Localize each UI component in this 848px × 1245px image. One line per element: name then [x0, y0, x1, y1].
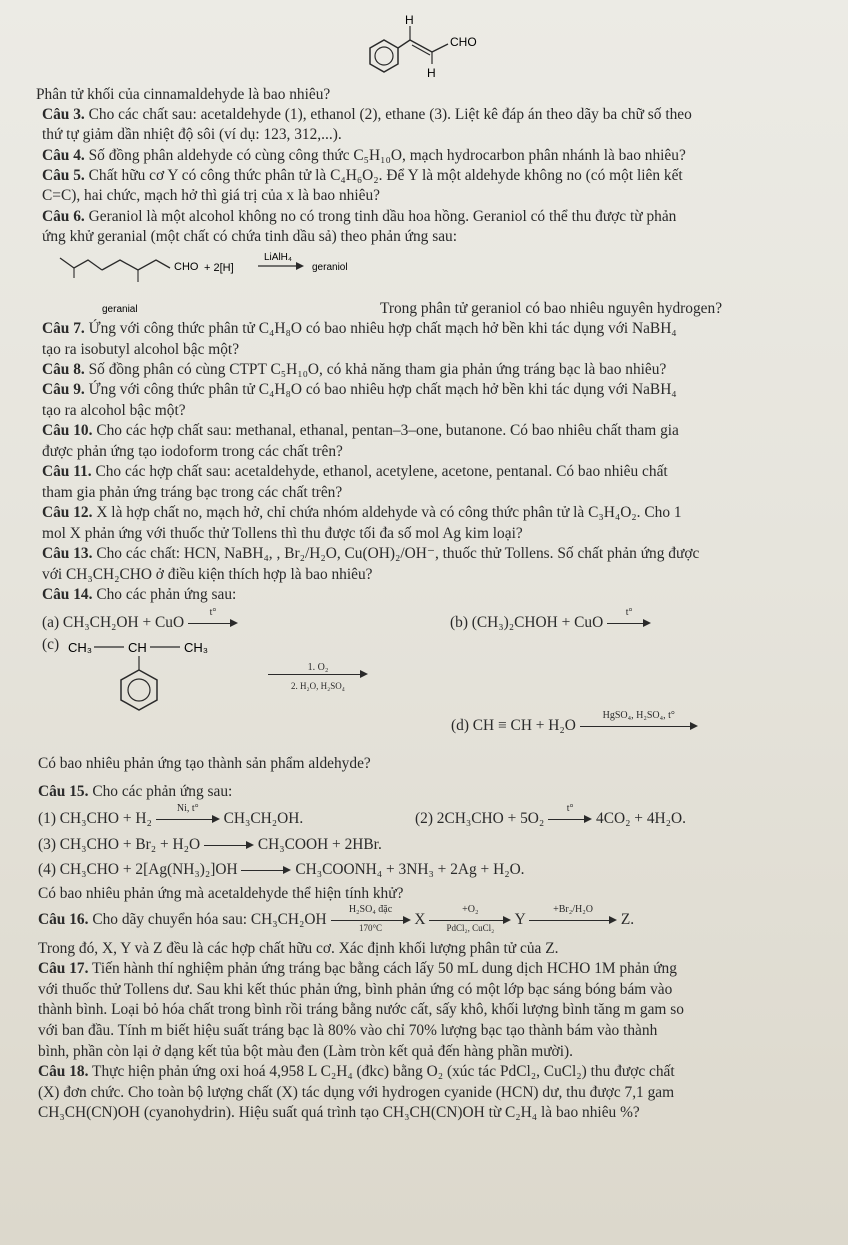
geranial-name: geranial [102, 304, 138, 315]
cumene-ch3-left: CH₃ [68, 640, 93, 655]
line-q6: Câu 6. Geraniol là một alcohol không no có trong tinh dầu hoa hồng. Geraniol có thể thu được từ phản [42, 208, 677, 225]
reaction-arrow: $\frac{\text{1. O₂}}{\text{2. H₂O, H₂SO₄}}$ [268, 659, 368, 689]
reaction-arrow [204, 838, 254, 852]
line-q9: Câu 9. Ứng với công thức phân tử C₄H₈O có bao nhiêu hợp chất mạch hở bền khi tác dụng với NaBH₄ [42, 381, 677, 398]
reaction-arrow: t° [607, 616, 651, 630]
reaction-arrow: HgSO₄, H₂SO₄, t° [580, 719, 698, 733]
line-q16: Câu 16. Cho dãy chuyển hóa sau: CH₃CH₂OH H₂SO₄ đặc 170°C X +O₂ PdCl₂, CuCl₂ Y +Br₂/H₂O Z. [38, 904, 635, 934]
geranial-product: geraniol [312, 262, 348, 273]
q14-c-condition [268, 659, 368, 689]
line-23: với CH₃CH₂CHO ở điều kiện thích hợp là bao nhiêu? [42, 566, 373, 583]
geranial-cho: CHO [174, 261, 199, 273]
q14-reaction-a: (a) CH₃CH₂OH + CuO t° [42, 614, 238, 632]
reaction-arrow: t° [548, 812, 592, 826]
line-3: thứ tự giảm dần nhiệt độ sôi (ví dụ: 123, 312,...). [42, 126, 342, 143]
reaction-arrow [241, 863, 291, 877]
cinnamaldehyde-structure [340, 8, 500, 86]
line-q8: Câu 8. Số đồng phân có cùng CTPT C₅H₁₀O, có khả năng tham gia phản ứng tráng bạc là bao nhiêu? [42, 361, 667, 378]
line-37: Trong đó, X, Y và Z đều là các hợp chất hữu cơ. Xác định khối lượng phân tử của Z. [38, 940, 559, 957]
line-19: tham gia phản ứng tráng bạc trong các chất trên? [42, 484, 343, 501]
cumene-ch3-right: CH₃ [184, 640, 209, 655]
line-8: ứng khử geranial (một chất có chứa tinh dầu sả) theo phản ứng sau: [42, 228, 458, 245]
geranial-reaction [58, 250, 418, 318]
geranial-reagent: LiAlH₄ [264, 252, 292, 263]
line-44: (X) đơn chức. Cho toàn bộ lượng chất (X) tác dụng với hydrogen cyanide (HCN) dư, thu được 7,1 gam [38, 1084, 675, 1101]
line-q12: Câu 12. X là hợp chất no, mạch hở, chỉ chứa nhóm aldehyde và có công thức phân tử là C₃H₄O₂. Cho 1 [42, 504, 682, 521]
q14-reaction-c-label: (c) [42, 636, 60, 653]
line-q5: Câu 5. Chất hữu cơ Y có công thức phân tử là C₄H₆O₂. Để Y là một aldehyde không no (có một liên kết [42, 167, 683, 184]
reaction-arrow: Ni, t° [156, 812, 220, 826]
reaction-arrow: +O₂ PdCl₂, CuCl₂ [429, 913, 511, 927]
line-12: tạo ra isobutyl alcohol bậc một? [42, 341, 240, 358]
struct-cho: CHO [450, 35, 477, 49]
line-41: với ban đầu. Tính m biết hiệu suất tráng bạc là 80% vào chỉ 70% lượng bạc tạo thành bám vào thành [38, 1022, 658, 1039]
line-q18: Câu 18. Thực hiện phản ứng oxi hoá 4,958 L C₂H₄ (đkc) bằng O₂ (xúc tác PdCl₂, CuCl₂) thu được chất [38, 1063, 675, 1080]
line-q15: Câu 15. Cho các phản ứng sau: [38, 783, 233, 800]
line-21: mol X phản ứng với thuốc thử Tollens thì thu được tối đa số mol Ag kim loại? [42, 525, 523, 542]
line-1: Phân tử khối của cinnamaldehyde là bao nhiêu? [36, 86, 331, 103]
line-q14: Câu 14. Cho các phản ứng sau: [42, 586, 237, 603]
q14-reaction-d: (d) CH ≡ CH + H₂O HgSO₄, H₂SO₄, t° [451, 717, 698, 735]
q14-reaction-b: (b) (CH₃)₂CHOH + CuO t° [450, 614, 651, 632]
line-q17: Câu 17. Tiến hành thí nghiệm phản ứng tráng bạc bằng cách lấy 50 mL dung dịch HCHO 1M phản ứng [38, 960, 677, 977]
q15-reaction-1: (1) CH₃CHO + H₂ Ni, t° CH₃CH₂OH. [38, 803, 304, 827]
line-6: C=C), hai chức, mạch hở thì giá trị của x là bao nhiêu? [42, 187, 381, 204]
geranial-plus: + 2[H] [204, 262, 234, 274]
struct-h-top: H [405, 13, 414, 27]
line-45: CH₃CH(CN)OH (cyanohydrin). Hiệu suất quá trình tạo CH₃CH(CN)OH từ C₂H₄ là bao nhiêu %? [38, 1104, 640, 1121]
line-35: Có bao nhiêu phản ứng mà acetaldehyde thể hiện tính khử? [38, 885, 404, 902]
line-q3: Câu 3. Cho các chất sau: acetaldehyde (1), ethanol (2), ethane (3). Liệt kê đáp án theo dãy ba chữ số theo [42, 106, 692, 123]
line-17: được phản ứng tạo iodoform trong các chất trên? [42, 443, 343, 460]
line-q4: Câu 4. Số đồng phân aldehyde có cùng công thức C₅H₁₀O, mạch hydrocarbon phân nhánh là bao nhiêu? [42, 147, 686, 164]
line-42: bình, phần còn lại ở dạng kết tủa bột màu đen (Làm tròn kết quả đến hàng phần mười). [38, 1043, 573, 1060]
reaction-arrow: H₂SO₄ đặc 170°C [331, 913, 411, 927]
line-q13: Câu 13. Cho các chất: HCN, NaBH₄, , Br₂/H₂O, Cu(OH)₂/OH⁻, thuốc thử Tollens. Số chất phản ứng được [42, 545, 700, 562]
line-15: tạo ra alcohol bậc một? [42, 402, 186, 419]
line-q11: Câu 11. Cho các hợp chất sau: acetaldehyde, ethanol, acetylene, acetone, pentanal. Có bao nhiêu chất [42, 463, 668, 480]
q15-reaction-2: (2) 2CH₃CHO + 5O₂ t° 4CO₂ + 4H₂O. [415, 803, 686, 827]
cumene-ch: CH [128, 640, 147, 655]
line-10: Trong phân tử geraniol có bao nhiêu nguyên hydrogen? [380, 300, 723, 317]
line-39: với thuốc thử Tollens dư. Sau khi kết thúc phản ứng, bình phản ứng có một lớp bạc sáng bóng bám vào [38, 981, 673, 998]
cumene-structure [60, 632, 240, 722]
q15-reaction-4: (4) CH₃CHO + 2[Ag(NH₃)₂]OH CH₃COONH₄ + 3NH₃ + 2Ag + H₂O. [38, 861, 525, 878]
struct-h-bottom: H [427, 66, 436, 80]
reaction-arrow: +Br₂/H₂O [529, 913, 617, 927]
reaction-arrow: t° [188, 616, 238, 630]
line-q10: Câu 10. Cho các hợp chất sau: methanal, ethanal, pentan–3–one, butanone. Có bao nhiêu chất tham gia [42, 422, 679, 439]
q15-reaction-3: (3) CH₃CHO + Br₂ + H₂O CH₃COOH + 2HBr. [38, 836, 382, 853]
line-q7: Câu 7. Ứng với công thức phân tử C₄H₈O có bao nhiêu hợp chất mạch hở bền khi tác dụng với NaBH₄ [42, 320, 677, 337]
line-29: Có bao nhiêu phản ứng tạo thành sản phẩm aldehyde? [38, 755, 371, 772]
line-40: thành bình. Loại bỏ hóa chất trong bình rồi tráng bằng nước cất, sấy khô, khối lượng bình tăng m gam so [38, 1001, 684, 1018]
